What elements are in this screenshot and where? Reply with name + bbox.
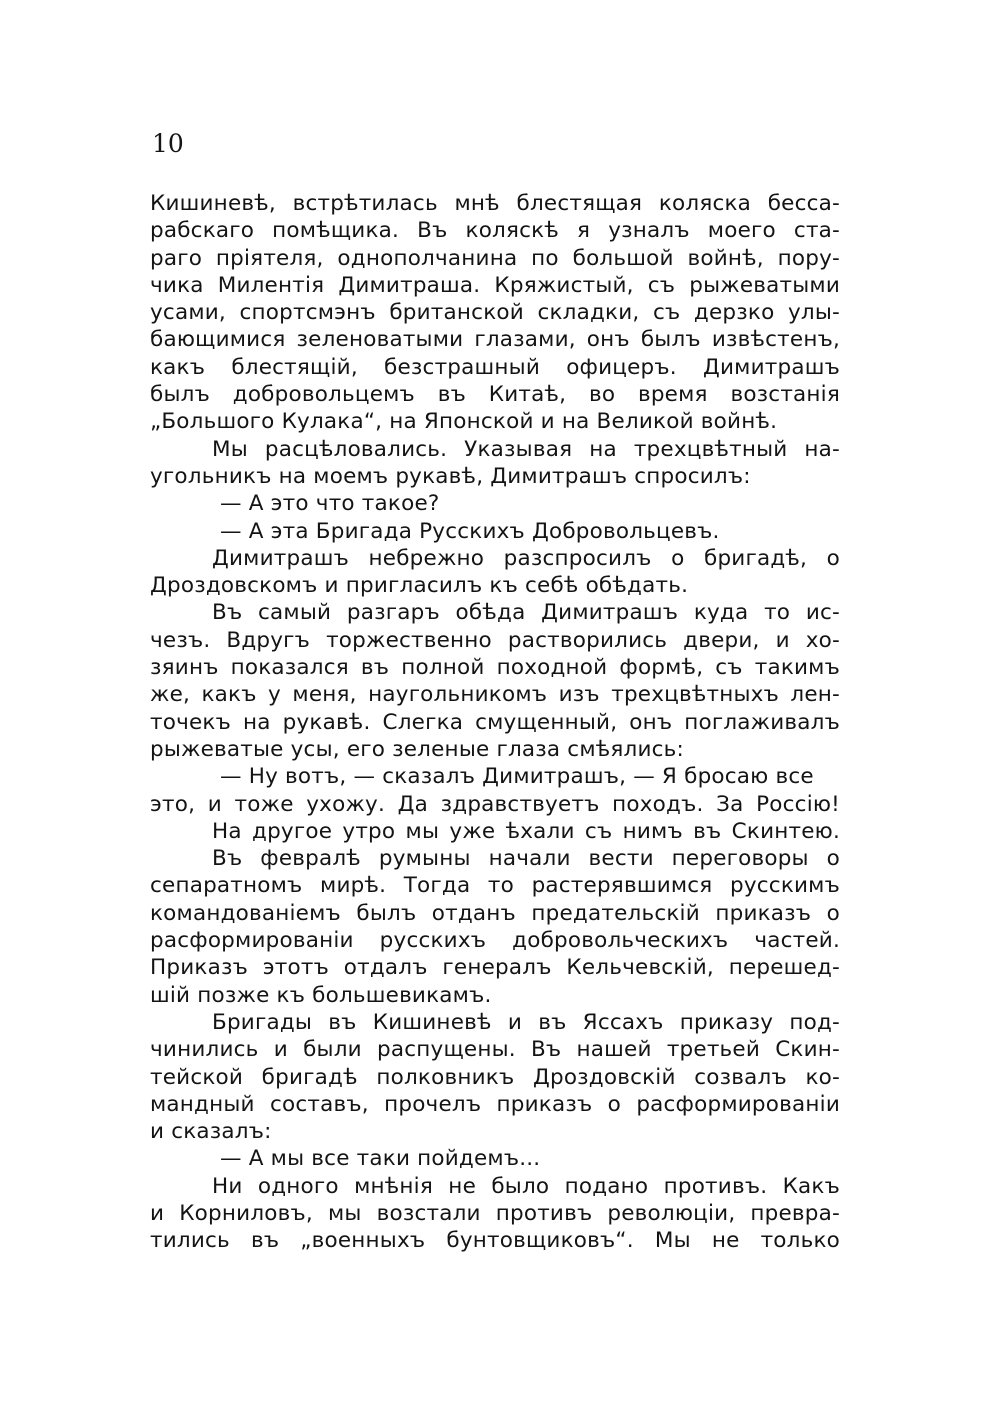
- page-number: 10: [152, 129, 184, 158]
- text-line: усами, спортсмэнъ британской складки, съ дерзко улы-: [150, 300, 840, 326]
- text-line: — А мы все таки пойдемъ...: [220, 1146, 541, 1172]
- text-line: Въ самый разгаръ обѣда Димитрашъ куда то ис-: [212, 600, 840, 626]
- text-line: бающимися зеленоватыми глазами, онъ былъ извѣстенъ,: [150, 327, 840, 353]
- text-line: сепаратномъ мирѣ. Тогда то растерявшимся русскимъ: [150, 873, 840, 899]
- text-line: чезъ. Вдругъ торжественно растворились двери, и хо-: [150, 627, 840, 653]
- text-line: былъ добровольцемъ въ Китаѣ, во время возстанiя: [150, 382, 840, 408]
- text-line: „Большого Кулака“, на Японской и на Великой войнѣ.: [150, 409, 778, 435]
- text-line: это, и тоже ухожу. Да здравствуетъ походъ. За Россiю!: [150, 791, 840, 817]
- text-line: расформированiи русскихъ добровольческихъ частей.: [150, 928, 840, 954]
- text-line: Мы расцѣловались. Указывая на трехцвѣтный на-: [212, 436, 840, 462]
- text-line: тились въ „военныхъ бунтовщиковъ“. Мы не только: [150, 1228, 840, 1254]
- text-line: Димитрашъ небрежно разспросилъ о бригадѣ, о: [212, 545, 840, 571]
- body-text: [150, 190, 840, 1255]
- text-line: и сказалъ:: [150, 1119, 272, 1145]
- text-line: рыжеватые усы, его зеленые глаза смѣялись:: [150, 736, 684, 762]
- text-line: Въ февралѣ румыны начали вести переговоры о: [212, 846, 840, 872]
- text-line: чинились и были распущены. Въ нашей третьей Скин-: [150, 1037, 840, 1063]
- text-line: чика Милентiя Димитраша. Кряжистый, съ рыжеватыми: [150, 272, 840, 298]
- text-line: командованiемъ былъ отданъ предательскiй приказъ о: [150, 900, 840, 926]
- text-line: же, какъ у меня, наугольникомъ изъ трехцвѣтныхъ лен-: [150, 682, 840, 708]
- text-line: На другое утро мы уже ѣхали съ нимъ въ Скинтею.: [212, 818, 840, 844]
- text-line: Дроздовскомъ и пригласилъ къ себѣ обѣдать.: [150, 573, 689, 599]
- text-line: Кишиневѣ, встрѣтилась мнѣ блестящая коляска бесса-: [150, 191, 840, 216]
- text-line: мандный составъ, прочелъ приказъ о расформированiи: [150, 1091, 840, 1117]
- text-line: Приказъ этотъ отдалъ генералъ Кельчевскiй, перешед-: [150, 955, 840, 981]
- text-line: точекъ на рукавѣ. Слегка смущенный, онъ поглаживалъ: [150, 709, 840, 735]
- text-line: — А это что такое?: [220, 491, 440, 517]
- text-line: Бригады въ Кишиневѣ и въ Яссахъ приказу под-: [212, 1009, 840, 1035]
- text-line: рабскаго помѣщика. Въ коляскѣ я узналъ моего ста-: [150, 218, 840, 244]
- text-line: Ни одного мнѣнiя не было подано противъ. Какъ: [212, 1173, 840, 1199]
- text-line: и Корниловъ, мы возстали противъ революцiи, превра-: [150, 1200, 840, 1226]
- text-line: зяинъ показался въ полной походной формѣ, съ такимъ: [150, 655, 840, 681]
- text-line: какъ блестящiй, безстрашный офицеръ. Димитрашъ: [150, 354, 840, 380]
- text-line: раго прiятеля, однополчанина по большой войнѣ, пору-: [150, 245, 840, 271]
- text-line: шiй позже къ большевикамъ.: [150, 982, 492, 1008]
- text-line: угольникъ на моемъ рукавѣ, Димитрашъ спросилъ:: [150, 463, 751, 489]
- text-line: — Ну вотъ, — сказалъ Димитрашъ, — Я бросаю все: [220, 764, 814, 790]
- text-line: — А эта Бригада Русскихъ Добровольцевъ.: [220, 518, 720, 544]
- text-line: тейской бригадѣ полковникъ Дроздовскiй созвалъ ко-: [150, 1064, 840, 1090]
